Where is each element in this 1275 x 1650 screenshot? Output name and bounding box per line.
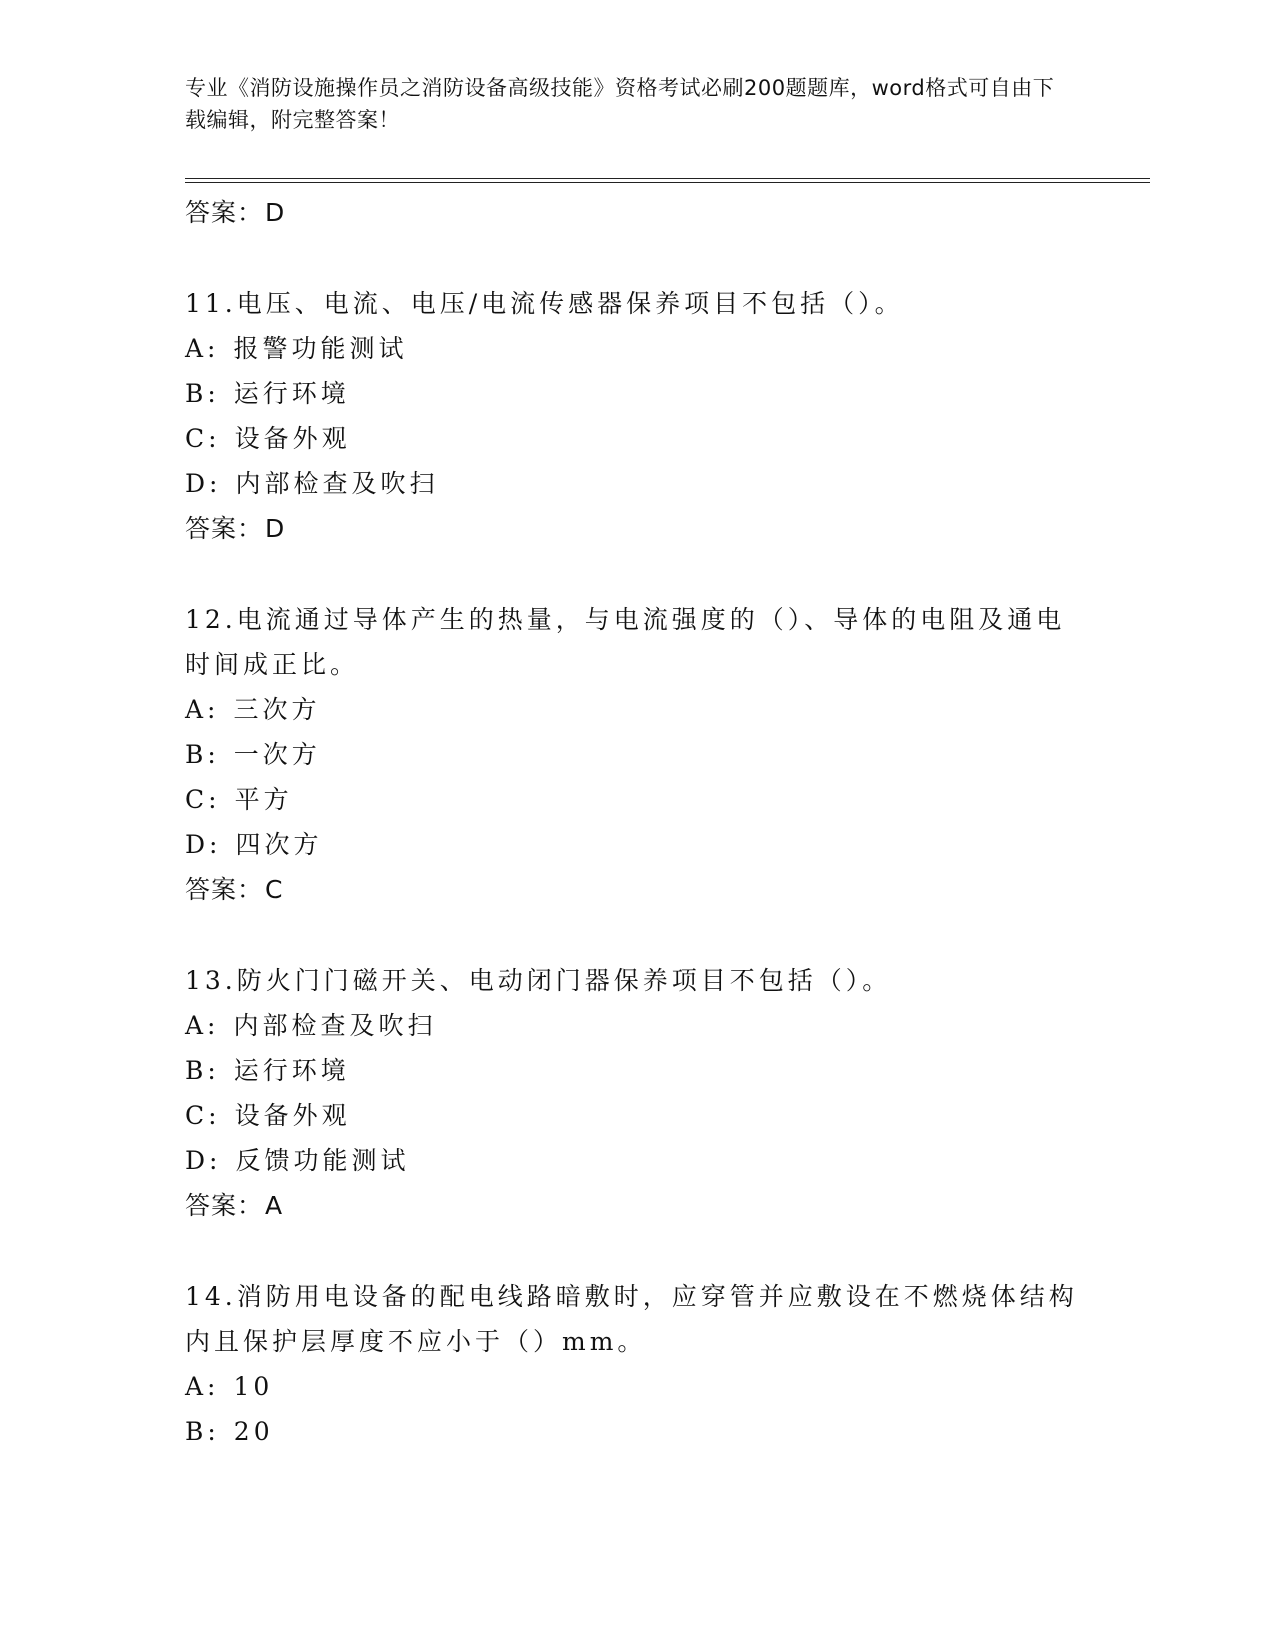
header-rule-upper — [185, 178, 1150, 179]
answer-label: 答案： — [185, 514, 264, 543]
option-text: 设备外观 — [234, 424, 351, 453]
option-letter: C: — [185, 424, 221, 453]
answer-line — [185, 506, 1085, 551]
option-b — [185, 371, 1085, 416]
option-c — [185, 777, 1085, 822]
option-letter: B: — [185, 740, 220, 769]
option-letter: A: — [185, 1011, 220, 1040]
answer-line — [185, 867, 1085, 912]
option-letter: C: — [185, 1101, 221, 1130]
option-text: 运行环境 — [233, 1056, 350, 1085]
option-letter: D: — [185, 1146, 222, 1175]
question-14 — [185, 1274, 1085, 1454]
option-letter: D: — [185, 830, 222, 859]
answer-label: 答案： — [185, 198, 264, 227]
header-rule-lower — [185, 182, 1150, 183]
option-d — [185, 461, 1085, 506]
option-text: 一次方 — [233, 740, 321, 769]
option-a — [185, 687, 1085, 732]
option-c — [185, 1093, 1085, 1138]
answer-value: A — [265, 1191, 284, 1220]
option-text: 设备外观 — [234, 1101, 351, 1130]
answer-value: D — [265, 514, 286, 543]
option-letter: A: — [185, 334, 220, 363]
option-text: 运行环境 — [233, 379, 350, 408]
answer-line — [185, 190, 1085, 235]
option-text: 内部检查及吹扫 — [233, 1011, 437, 1040]
option-b — [185, 732, 1085, 777]
option-letter: A: — [185, 695, 220, 724]
question-text: 11.电压、电流、电压/电流传感器保养项目不包括（）。 — [185, 289, 904, 318]
option-text: 反馈功能测试 — [235, 1146, 410, 1175]
question-13 — [185, 958, 1085, 1228]
option-d — [185, 1138, 1085, 1183]
option-a — [185, 1003, 1085, 1048]
option-text: 报警功能测试 — [233, 334, 408, 363]
option-b — [185, 1048, 1085, 1093]
option-text: 10 — [233, 1372, 274, 1401]
answer-value: D — [265, 198, 286, 227]
option-a — [185, 326, 1085, 371]
option-letter: B: — [185, 1417, 220, 1446]
question-list — [185, 190, 1085, 1454]
option-letter: B: — [185, 1056, 220, 1085]
option-letter: D: — [185, 469, 222, 498]
question-text: 14.消防用电设备的配电线路暗敷时，应穿管并应敷设在不燃烧体结构内且保护层厚度不应小于（）mm。 — [185, 1282, 1078, 1356]
option-b — [185, 1409, 1085, 1454]
question-12 — [185, 597, 1085, 912]
question-11 — [185, 281, 1085, 551]
answer-value: C — [265, 875, 284, 904]
answer-line — [185, 1183, 1085, 1228]
option-text: 平方 — [234, 785, 293, 814]
option-d — [185, 822, 1085, 867]
option-c — [185, 416, 1085, 461]
option-text: 四次方 — [235, 830, 323, 859]
option-text: 内部检查及吹扫 — [235, 469, 439, 498]
question-text: 12.电流通过导体产生的热量，与电流强度的（）、导体的电阻及通电时间成正比。 — [185, 605, 1066, 679]
document-header: 专业《消防设施操作员之消防设备高级技能》资格考试必刷200题题库，word格式可自由下载编辑，附完整答案！ — [185, 76, 1055, 132]
option-a — [185, 1364, 1085, 1409]
option-text: 20 — [233, 1417, 274, 1446]
answer-label: 答案： — [185, 875, 264, 904]
option-text: 三次方 — [233, 695, 321, 724]
option-letter: C: — [185, 785, 221, 814]
answer-label: 答案： — [185, 1191, 264, 1220]
option-letter: B: — [185, 379, 220, 408]
question-text: 13.防火门门磁开关、电动闭门器保养项目不包括（）。 — [185, 966, 892, 995]
option-letter: A: — [185, 1372, 220, 1401]
